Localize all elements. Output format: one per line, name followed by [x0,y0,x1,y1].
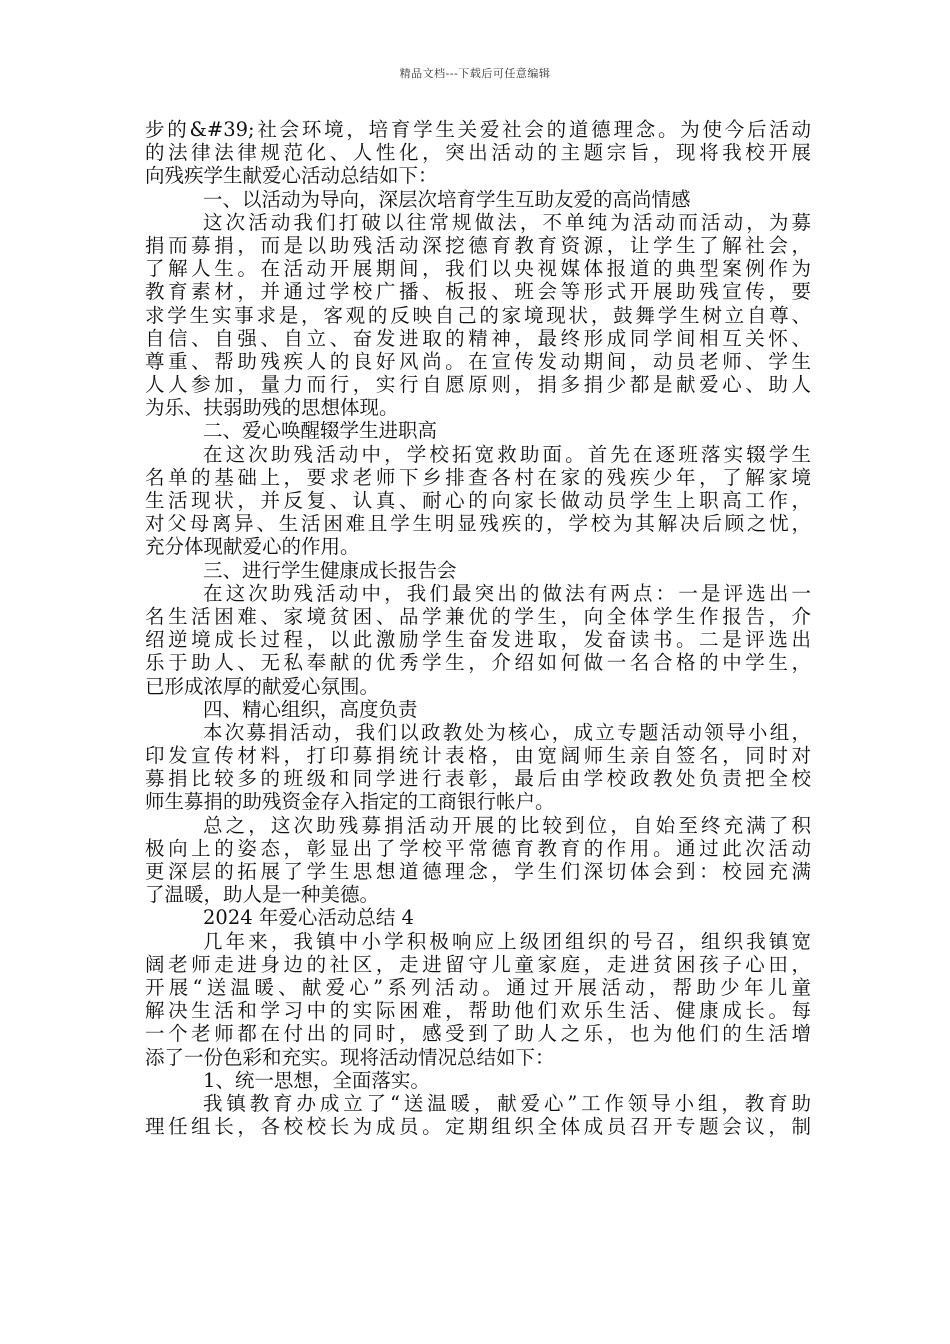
text-line: 添了一份色彩和充实。现将活动情况总结如下： [145,1045,555,1069]
text-line: 充分体现献爱心的作用。 [145,535,360,559]
text-line: 这次活动我们打破以往常规做法，不单纯为活动而活动，为募 [203,210,811,234]
text-line: 更深层的拓展了学生思想道德理念，学生们深切体会到：校园充满 [145,860,811,883]
text-line: 募捐比较多的班级和同学进行表彰，最后由学校政教处负责把全校 [145,767,811,791]
text-line: 教育素材，并通过学校广播、板报、班会等形式开展助残宣传，要 [145,280,811,304]
text-line: 生活现状，并反复、认真、耐心的向家长做动员学生上职高工作， [145,489,811,512]
text-line: 一、以活动为导向，深层次培育学生互助友爱的高尚情感 [203,187,691,211]
text-line: 在这次助残活动中，我们最突出的做法有两点：一是评选出一 [203,581,811,605]
text-line: 对父母离异、生活困难且学生明显残疾的，学校为其解决后顾之忧， [145,512,811,536]
text-line: 了温暖，助人是一种美德。 [145,883,380,907]
text-line: 名单的基础上，要求老师下乡排查各村在家的残疾少年，了解家境 [145,465,811,489]
text-line: 二、爱心唤醒辍学生进职高 [203,419,438,443]
text-line: 的法律法律规范化、人性化，突出活动的主题宗旨，现将我校开展 [145,141,811,165]
text-line: 总之，这次助残募捐活动开展的比较到位，自始至终充满了积 [203,813,811,837]
text-line: 尊重、帮助残疾人的良好风尚。在宣传发动期间，动员老师、学生 [145,349,811,373]
text-line: 理任组长，各校校长为成员。定期组织全体成员召开专题会议，制 [145,1115,811,1139]
text-line: 几年来，我镇中小学积极响应上级团组织的号召，组织我镇宽 [203,929,811,953]
text-line: 1、统一思想，全面落实。 [203,1068,430,1092]
text-line: 一个老师都在付出的同时，感受到了助人之乐，也为他们的生活增 [145,1022,811,1046]
text-line: 我镇教育办成立了“送温暖，献爱心”工作领导小组，教育助 [203,1091,811,1115]
document-body [145,118,811,1138]
text-line: 极向上的姿态，彰显出了学校平常德育教育的作用。通过此次活动 [145,836,811,860]
text-line: 求学生实事求是，客观的反映自己的家境现状，鼓舞学生树立自尊、 [145,303,811,327]
text-line: 捐而募捐，而是以助残活动深挖德育教育资源，让学生了解社会， [145,233,811,257]
text-line: 名生活困难、家境贫困、品学兼优的学生，向全体学生作报告，介 [145,604,811,628]
text-line: 乐于助人、无私奉献的优秀学生，介绍如何做一名合格的中学生， [145,651,811,675]
text-line: 开展“送温暖、献爱心”系列活动。通过开展活动，帮助少年儿童 [145,975,811,999]
text-line: 阔老师走进身边的社区，走进留守儿童家庭，走进贫困孩子心田， [145,952,811,976]
text-line: 了解人生。在活动开展期间，我们以央视媒体报道的典型案例作为 [145,257,811,281]
text-line: 2024 年爱心活动总结 4 [203,906,414,930]
text-line: 四、精心组织，高度负责 [203,697,418,721]
text-line: 本次募捐活动，我们以政教处为核心，成立专题活动领导小组， [203,720,811,744]
text-line: 步的&#39;社会环境，培育学生关爱社会的道德理念。为使今后活动 [145,118,811,141]
text-line: 师生募捐的助残资金存入指定的工商银行帐户。 [145,790,555,814]
text-line: 三、进行学生健康成长报告会 [203,558,457,582]
text-line: 自信、自强、自立、奋发进取的精神，最终形成同学间相互关怀、 [145,326,811,350]
text-line: 向残疾学生献爱心活动总结如下： [145,164,438,188]
text-line: 人人参加，量力而行，实行自愿原则，捐多捐少都是献爱心、助人 [145,373,811,397]
text-line: 印发宣传材料，打印募捐统计表格，由宽阔师生亲自签名，同时对 [145,744,811,768]
page-header: 精品文档---下载后可任意编辑 [399,67,551,80]
text-line: 解决生活和学习中的实际困难，帮助他们欢乐生活、健康成长。每 [145,999,811,1023]
text-line: 已形成浓厚的献爱心氛围。 [145,674,380,698]
text-line: 在这次助残活动中，学校拓宽救助面。首先在逐班落实辍学生 [203,442,811,466]
text-line: 绍逆境成长过程，以此激励学生奋发进取，发奋读书。二是评选出 [145,628,811,652]
text-line: 为乐、扶弱助残的思想体现。 [145,396,399,420]
